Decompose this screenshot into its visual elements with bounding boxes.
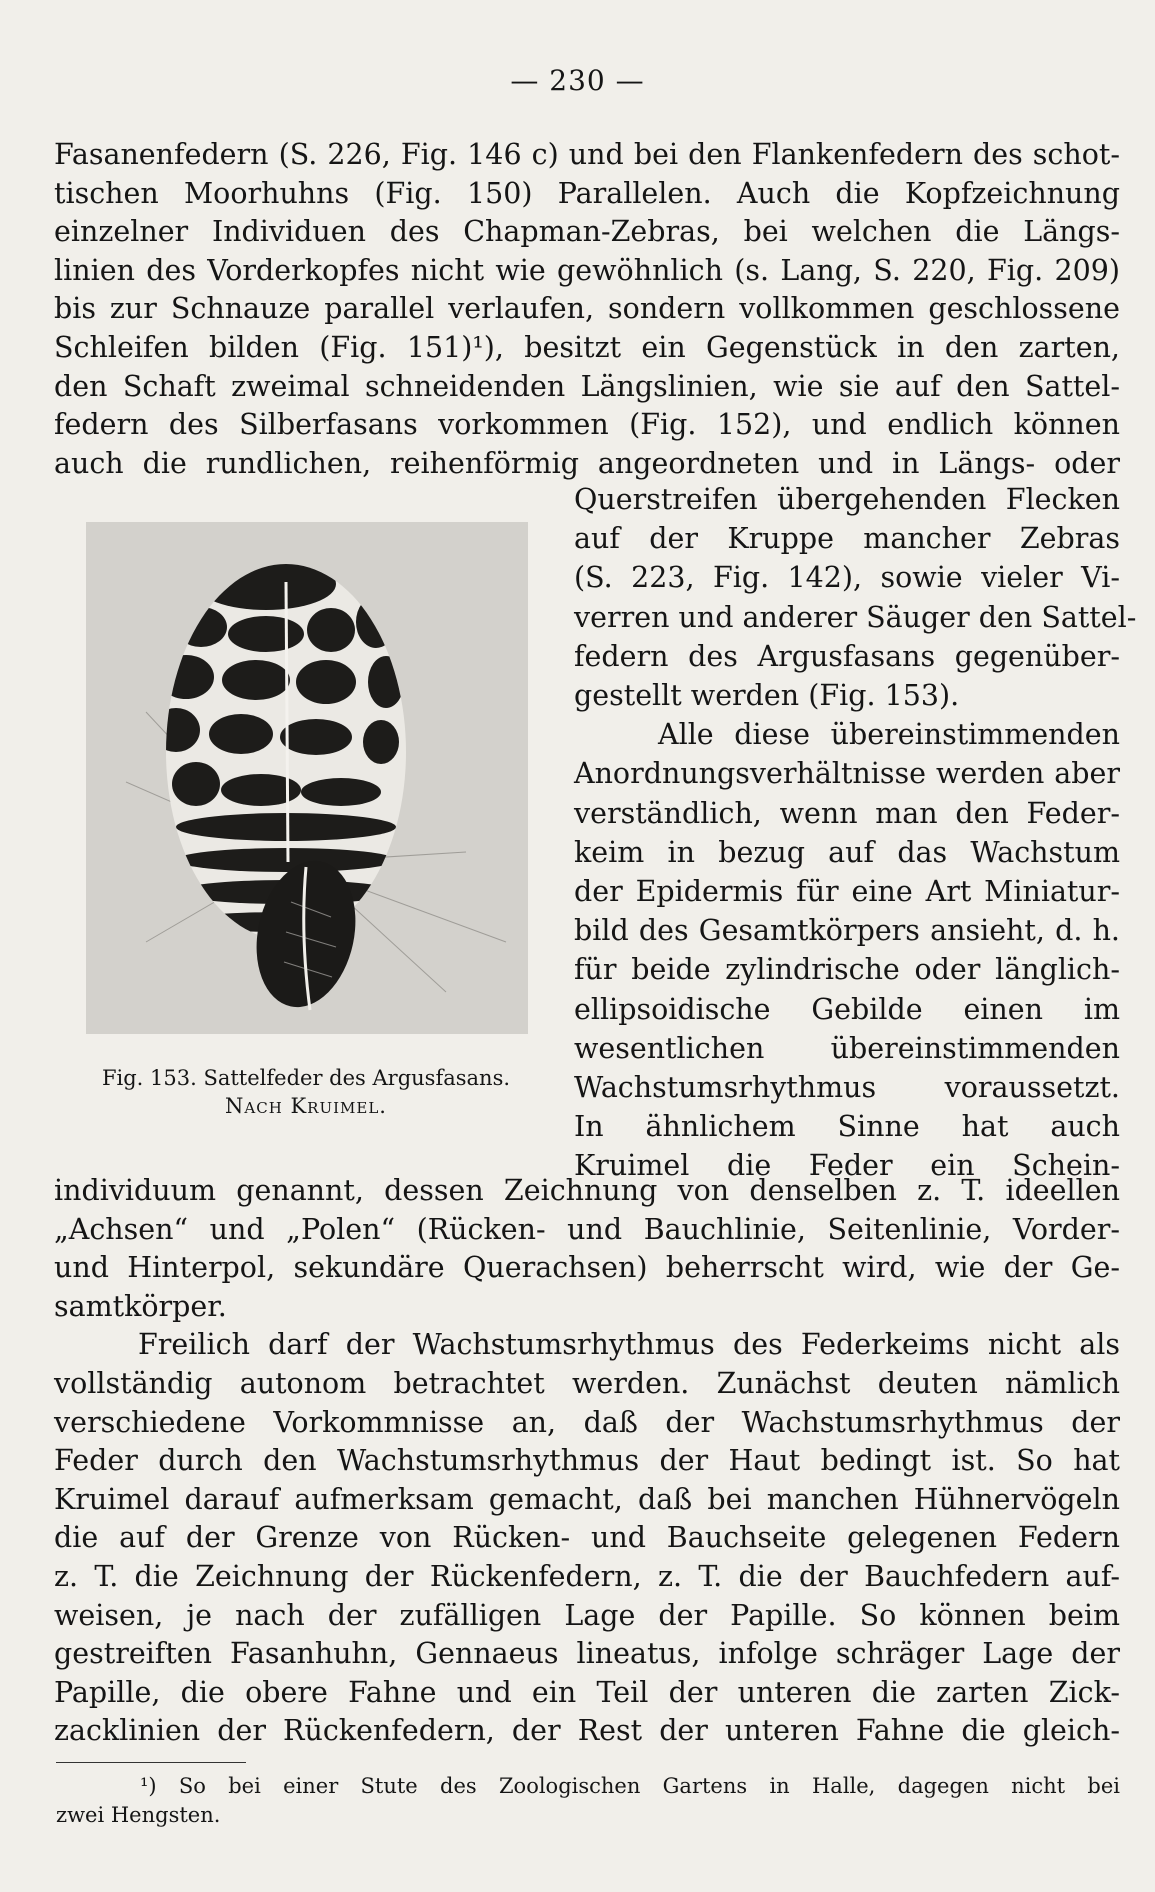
text-line: vollständig autonom betrachtet werden. Zunächst deuten nämlich — [54, 1366, 1120, 1400]
text-line: (S. 223, Fig. 142), sowie vieler Vi- — [574, 561, 1120, 595]
text-line: „Achsen“ und „Polen“ (Rücken- und Bauchlinie, Seitenlinie, Vorder- — [54, 1212, 1120, 1246]
text-line: gestellt werden (Fig. 153). — [574, 679, 960, 713]
figure-caption — [56, 1064, 556, 1120]
text-line: und Hinterpol, sekundäre Querachsen) beherrscht wird, wie der Ge- — [54, 1251, 1120, 1285]
text-line: tischen Moorhuhns (Fig. 150) Parallelen. Auch die Kopfzeichnung — [54, 176, 1120, 210]
text-line: Anordnungsverhältnisse werden aber — [574, 757, 1120, 791]
text-line: federn des Argusfasans gegenüber- — [574, 639, 1120, 673]
text-line: Kruimel die Feder ein Schein- — [574, 1149, 1120, 1183]
text-line: Querstreifen übergehenden Flecken — [574, 483, 1120, 516]
text-line: z. T. die Zeichnung der Rückenfedern, z. T. die der Bauchfedern auf- — [54, 1559, 1120, 1593]
text-line: verschiedene Vorkommnisse an, daß der Wachstumsrhythmus der — [54, 1405, 1120, 1439]
text-line: In ähnlichem Sinne hat auch — [574, 1110, 1120, 1144]
text-line: Kruimel darauf aufmerksam gemacht, daß bei manchen Hühnervögeln — [54, 1482, 1120, 1516]
text-line: Papille, die obere Fahne und ein Teil der unteren die zarten Zick- — [54, 1675, 1120, 1709]
paragraph-bottom — [54, 1172, 1120, 1751]
footnote-line: zwei Hengsten. — [56, 1803, 221, 1827]
text-line: Schleifen bilden (Fig. 151)¹), besitzt ein Gegenstück in den zarten, — [54, 330, 1120, 364]
text-line: für beide zylindrische oder länglich- — [574, 953, 1120, 987]
text-line: Alle diese übereinstimmenden — [658, 718, 1120, 752]
text-line: zacklinien der Rückenfedern, der Rest der unteren Fahne die gleich- — [54, 1714, 1120, 1748]
text-line: gestreiften Fasanhuhn, Gennaeus lineatus, infolge schräger Lage der — [54, 1637, 1120, 1671]
paragraph-top — [54, 136, 1120, 483]
text-line: auch die rundlichen, reihenförmig angeordneten und in Längs- oder — [54, 446, 1120, 480]
text-line: wesentlichen übereinstimmenden — [574, 1031, 1120, 1065]
argus-feather-image — [86, 522, 528, 1034]
text-line: Freilich darf der Wachstumsrhythmus des Federkeims nicht als — [138, 1328, 1120, 1362]
caption-line: Fig. 153. Sattelfeder des Argusfasans. — [101, 1066, 511, 1090]
page-number: — 230 — — [510, 64, 645, 97]
paragraph-beside-figure — [574, 480, 1137, 1186]
text-line: die auf der Grenze von Rücken- und Bauchseite gelegenen Federn — [54, 1521, 1120, 1555]
text-line: individuum genannt, dessen Zeichnung von denselben z. T. ideellen — [54, 1174, 1120, 1207]
text-line: auf der Kruppe mancher Zebras — [574, 522, 1120, 556]
text-line: verständlich, wenn man den Feder- — [574, 796, 1120, 830]
text-line: linien des Vorderkopfes nicht wie gewöhnlich (s. Lang, S. 220, Fig. 209) — [54, 253, 1120, 287]
caption-author: Nach Kruimel. — [225, 1094, 387, 1118]
text-line: bis zur Schnauze parallel verlaufen, sondern vollkommen geschlossene — [54, 292, 1120, 326]
text-line: der Epidermis für eine Art Miniatur- — [574, 875, 1120, 909]
text-line: verren und anderer Säuger den Sattel- — [574, 600, 1137, 634]
text-line: ellipsoidische Gebilde einen im — [574, 992, 1120, 1026]
text-line: Fasanenfedern (S. 226, Fig. 146 c) und bei den Flankenfedern des schot- — [54, 138, 1120, 171]
text-line: keim in bezug auf das Wachstum — [574, 835, 1120, 869]
footnote — [56, 1772, 1120, 1830]
text-line: einzelner Individuen des Chapman-Zebras, bei welchen die Längs- — [54, 215, 1120, 249]
text-line: Feder durch den Wachstumsrhythmus der Haut bedingt ist. So hat — [54, 1444, 1120, 1478]
footnote-divider — [56, 1762, 246, 1763]
text-line: den Schaft zweimal schneidenden Längslinien, wie sie auf den Sattel- — [54, 369, 1120, 403]
text-line: weisen, je nach der zufälligen Lage der Papille. So können beim — [54, 1598, 1120, 1632]
text-line: Wachstumsrhythmus voraussetzt. — [574, 1071, 1120, 1105]
text-line: bild des Gesamtkörpers ansieht, d. h. — [574, 914, 1120, 948]
figure-feather-photo — [86, 522, 528, 1034]
text-line: samtkörper. — [54, 1289, 227, 1323]
footnote-line: ¹) So bei einer Stute des Zoologischen Gartens in Halle, dagegen nicht bei — [140, 1774, 1120, 1798]
text-line: federn des Silberfasans vorkommen (Fig. 152), und endlich können — [54, 408, 1120, 442]
